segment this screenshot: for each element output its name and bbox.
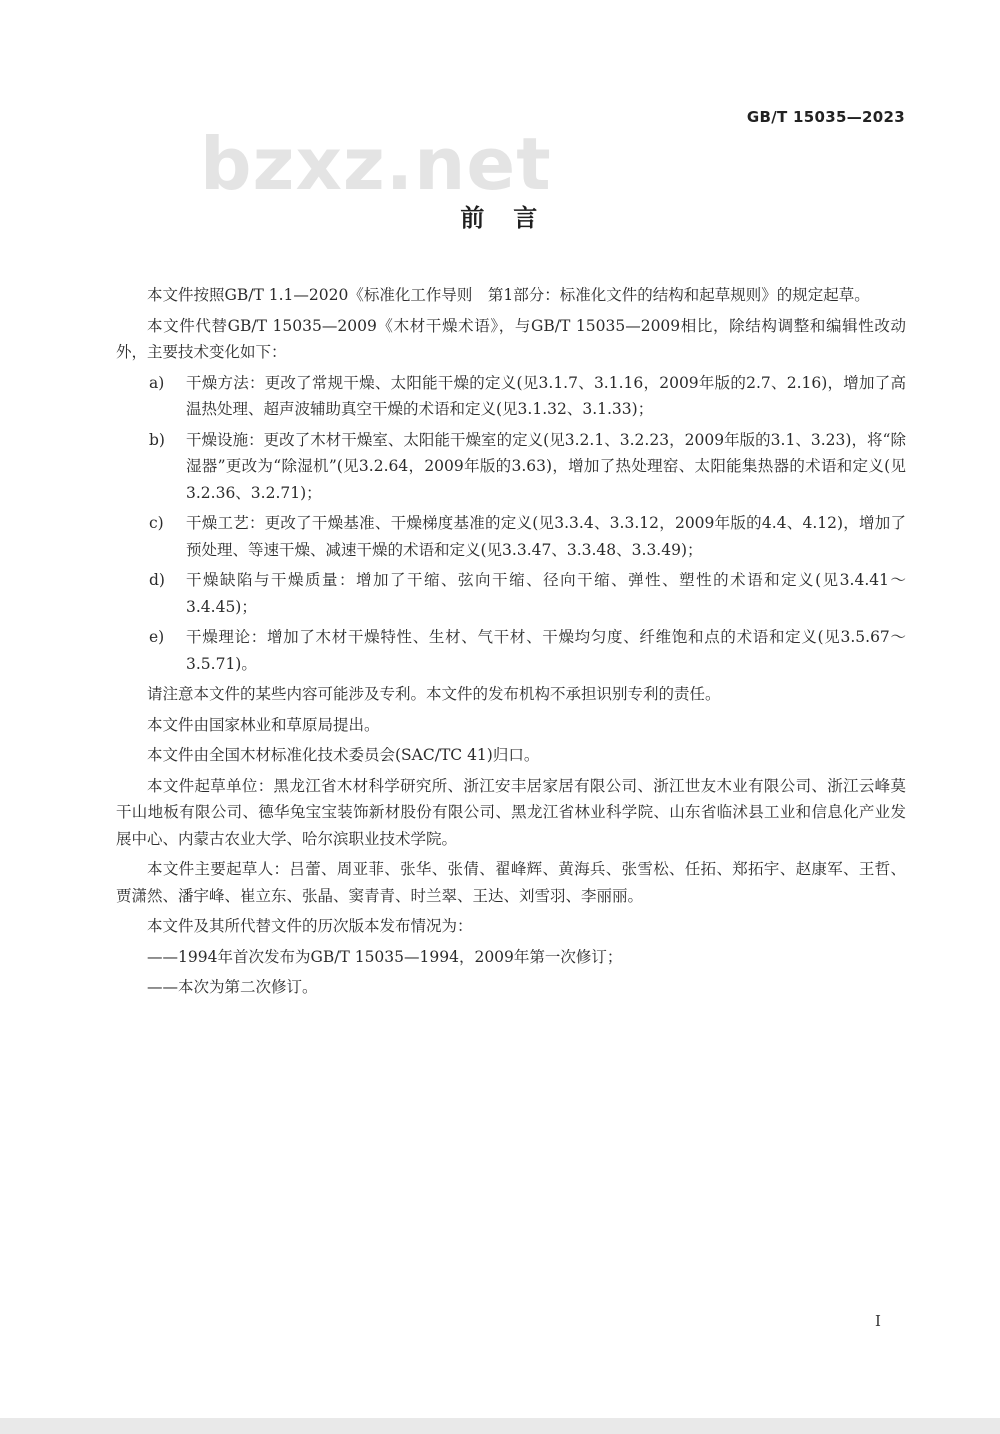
change-item-text: 干燥理论：增加了木材干燥特性、生材、气干材、干燥均匀度、纤维饱和点的术语和定义(见3.5.67～3.5.71)。 bbox=[186, 628, 906, 673]
change-item-letter: c) bbox=[149, 514, 164, 532]
paragraph-committee: 本文件由全国木材标准化技术委员会(SAC/TC 41)归口。 bbox=[147, 746, 540, 764]
standard-number: GB/T 15035—2023 bbox=[746, 108, 905, 126]
change-item-a bbox=[116, 370, 906, 423]
change-item-letter: a) bbox=[149, 373, 165, 392]
change-item-text: 干燥方法：更改了常规干燥、太阳能干燥的定义(见3.1.7、3.1.16，2009年版的2.7、2.16)，增加了高温热处理、超声波辅助真空干燥的术语和定义(见3.1.32、3.1.33)； bbox=[186, 373, 906, 418]
paragraph-proposer: 本文件由国家林业和草原局提出。 bbox=[147, 715, 380, 734]
paragraph-replacement: 本文件代替GB/T 15035—2009《木材干燥术语》，与GB/T 15035—2009相比，除结构调整和编辑性改动外，主要技术变化如下： bbox=[116, 316, 906, 361]
document-body bbox=[116, 282, 906, 1005]
paragraph-drafting-units: 本文件起草单位：黑龙江省木材科学研究所、浙江安丰居家居有限公司、浙江世友木业有限公司、浙江云峰莫干山地板有限公司、德华兔宝宝装饰新材股份有限公司、黑龙江省林业科学院、山东省临沭县工业和信息化产业发展中心、内蒙古农业大学、哈尔滨职业技术学院。 bbox=[116, 776, 906, 848]
change-item-d bbox=[116, 567, 906, 620]
history-item-first: ——1994年首次发布为GB/T 15035—1994，2009年第一次修订； bbox=[147, 947, 623, 966]
change-item-letter: d) bbox=[149, 571, 165, 589]
paragraph-drafters: 本文件主要起草人：吕蕾、周亚菲、张华、张倩、翟峰辉、黄海兵、张雪松、任拓、郑拓宇、赵康军、王哲、贾潇然、潘宇峰、崔立东、张晶、窦青青、时兰翠、王达、刘雪羽、李丽丽。 bbox=[116, 860, 906, 905]
change-item-letter: e) bbox=[149, 628, 165, 646]
change-item-text: 干燥缺陷与干燥质量：增加了干缩、弦向干缩、径向干缩、弹性、塑性的术语和定义(见3.4.41～3.4.45)； bbox=[186, 571, 906, 616]
change-item-letter: b) bbox=[149, 430, 165, 449]
change-item-b bbox=[116, 427, 906, 507]
paragraph-drafting-rules: 本文件按照GB/T 1.1—2020《标准化工作导则 第1部分：标准化文件的结构和起草规则》的规定起草。 bbox=[147, 286, 870, 304]
watermark: bzxz.net bbox=[200, 122, 552, 206]
change-item-c bbox=[116, 510, 906, 563]
paragraph-version-history: 本文件及其所代替文件的历次版本发布情况为： bbox=[147, 917, 473, 935]
history-item-current: ——本次为第二次修订。 bbox=[147, 978, 318, 996]
change-item-text: 干燥设施：更改了木材干燥室、太阳能干燥室的定义(见3.2.1、3.2.23，2009年版的3.1、3.23)，将“除湿器”更改为“除湿机”(见3.2.64，2009年版的3.63)，增加了热处理窑、太阳能集热器的术语和定义(见3.2.36、3.2.71)； bbox=[186, 430, 906, 502]
paragraph-patent-notice: 请注意本文件的某些内容可能涉及专利。本文件的发布机构不承担识别专利的责任。 bbox=[147, 685, 721, 703]
change-item-e bbox=[116, 624, 906, 677]
change-item-text: 干燥工艺：更改了干燥基准、干燥梯度基准的定义(见3.3.4、3.3.12，2009年版的4.4、4.12)，增加了预处理、等速干燥、减速干燥的术语和定义(见3.3.47、3.3.48、3.3.49)； bbox=[186, 514, 906, 559]
page-number: I bbox=[875, 1312, 881, 1330]
page-title: 前 言 bbox=[460, 204, 540, 232]
viewer-bottom-bar bbox=[0, 1418, 1000, 1434]
